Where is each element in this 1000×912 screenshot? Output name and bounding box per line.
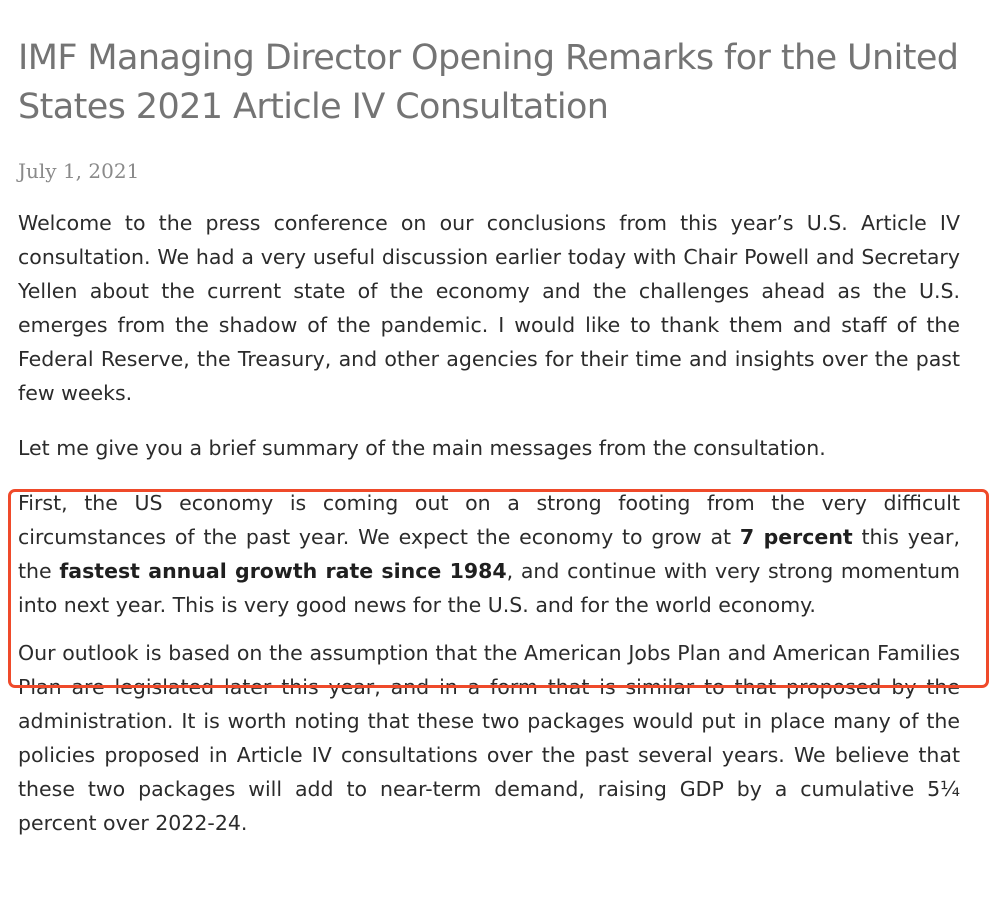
growth-text-part2: this year, the (18, 525, 960, 583)
growth-rate-emphasis: 7 percent (739, 525, 853, 549)
page-title: IMF Managing Director Opening Remarks for the United States 2021 Article IV Consultation (18, 38, 959, 127)
article (18, 0, 960, 840)
growth-text-part1: First, the US economy is coming out on a strong footing from the very difficult circumstances of the past year. We expect the economy to grow at (18, 491, 960, 549)
paragraph-outlook-assumption: Our outlook is based on the assumption that the American Jobs Plan and American Families Plan are legislated later this year, and in a form that is similar to that proposed by the administration. It is worth noting that these two packages would put in place many of the policies proposed in Article IV consultations over the past several years. We believe that these two packages will add to near-term demand, raising GDP by a cumulative 5¼ percent over 2022-24. (18, 641, 960, 835)
paragraph-welcome: Welcome to the press conference on our conclusions from this year’s U.S. Article IV consultation. We had a very useful discussion earlier today with Chair Powell and Secretary Yellen about the current state of the economy and the challenges ahead as the U.S. emerges from the shadow of the pandemic. I would like to thank them and staff of the Federal Reserve, the Treasury, and other agencies for their time and insights over the past few weeks. (18, 211, 960, 405)
paragraph-summary-intro: Let me give you a brief summary of the main messages from the consultation. (18, 436, 826, 460)
fastest-growth-emphasis: fastest annual growth rate since 1984 (59, 559, 507, 583)
growth-text-part3: , and continue with very strong momentum into next year. This is very good news for the U.S. and for the world economy. (18, 559, 960, 617)
paragraph-growth-outlook (18, 486, 960, 622)
publication-date: July 1, 2021 (18, 159, 140, 183)
